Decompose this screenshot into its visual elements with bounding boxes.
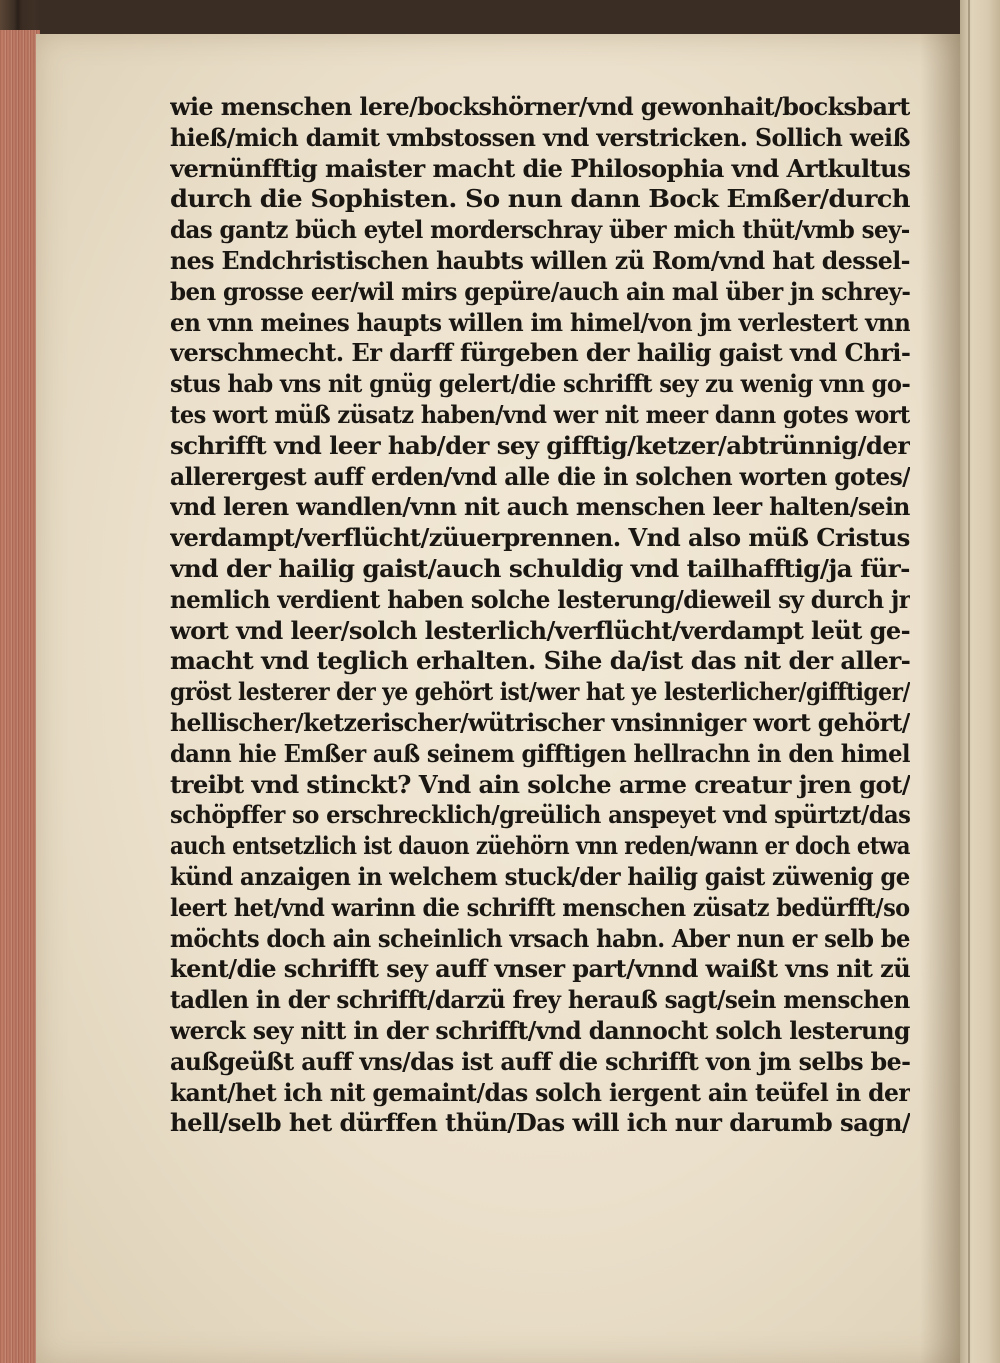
text-line: tadlen in der schrifft/darzü frey herauß sagt/sein menschen [170,985,910,1015]
text-line: möchts doch ain scheinlich vrsach habn. Aber nun er selb be [170,923,910,953]
text-line: verschmecht. Er darff fürgeben der hailig gaist vnd Chri- [170,338,910,368]
gutter-shadow [920,34,960,1363]
text-line: treibt vnd stinckt? Vnd ain solche arme creatur jren got/ [170,769,910,799]
text-line: stus hab vns nit gnüg gelert/die schrifft sey zu wenig vnn go- [170,369,910,399]
text-line: kant/het ich nit gemaint/das solch iergent ain teüfel in der [170,1077,910,1107]
text-line: tes wort müß züsatz haben/vnd wer nit meer dann gotes wort [170,399,910,429]
text-line: hellischer/ketzerischer/wütrischer vnsinniger wort gehört/ [170,707,910,737]
text-line: vnd leren wandlen/vnn nit auch menschen leer halten/sein [170,492,910,522]
text-line: hell/selb het dürffen thün/Das will ich nur darumb sagn/ [170,1108,910,1138]
blackletter-text-block [170,92,910,1139]
text-line: durch die Sophisten. So nun dann Bock Emßer/durch [170,184,910,214]
text-line: dann hie Emßer auß seinem gifftigen hellrachn in den himel [170,738,910,768]
text-line: nes Endchristischen haubts willen zü Rom/vnd hat dessel- [170,245,910,275]
text-line: schrifft vnd leer hab/der sey gifftig/ketzer/abtrünnig/der [170,430,910,460]
text-line: kent/die schrifft sey auff vnser part/vnnd waißt vns nit zü [170,954,910,984]
text-line: ben grosse eer/wil mirs gepüre/auch ain mal über jn schrey- [170,276,910,306]
text-line: leert het/vnd warinn die schrifft menschen züsatz bedürfft/so [170,892,910,922]
text-line: wort vnd leer/solch lesterlich/verflücht/verdampt leüt ge- [170,615,910,645]
text-line: vnd der hailig gaist/auch schuldig vnd tailhafftig/ja für- [170,553,910,583]
text-line: werck sey nitt in der schrifft/vnd dannocht solch lesterung [170,1015,910,1045]
text-line: künd anzaigen in welchem stuck/der hailig gaist züwenig ge [170,861,910,891]
text-line: wie menschen lere/bockshörner/vnd gewonhait/bocksbart [170,92,910,121]
facing-page-edge [960,0,1000,1363]
text-line: auch entsetzlich ist dauon züehörn vnn reden/wann er doch etwa [170,831,910,861]
text-line: verdampt/verflücht/züuerprennen. Vnd also müß Cristus [170,523,910,553]
text-line: hieß/mich damit vmbstossen vnd verstricken. Sollich weiß [170,122,910,152]
text-line: nemlich verdient haben solche lesterung/dieweil sy durch jr [170,584,910,614]
text-line: vernünfftig maister macht die Philosophia vnd Artkultus [170,153,910,183]
text-line: gröst lesterer der ye gehört ist/wer hat ye lesterlicher/gifftiger/ [170,677,910,707]
text-line: allerergest auff erden/vnd alle die in solchen worten gotes/ [170,461,910,491]
text-line: macht vnd teglich erhalten. Sihe da/ist das nit der aller- [170,646,910,676]
text-line: außgeüßt auff vns/das ist auff die schrifft von jm selbs be- [170,1046,910,1076]
gutter-line [968,0,970,1363]
text-line: schöpffer so erschrecklich/greülich anspeyet vnd spürtzt/das [170,800,910,830]
text-line: das gantz büch eytel morderschray über mich thüt/vmb sey- [170,215,910,245]
left-page-edges [0,30,40,1363]
text-line: en vnn meines haupts willen im himel/von jm verlestert vnn [170,307,910,337]
